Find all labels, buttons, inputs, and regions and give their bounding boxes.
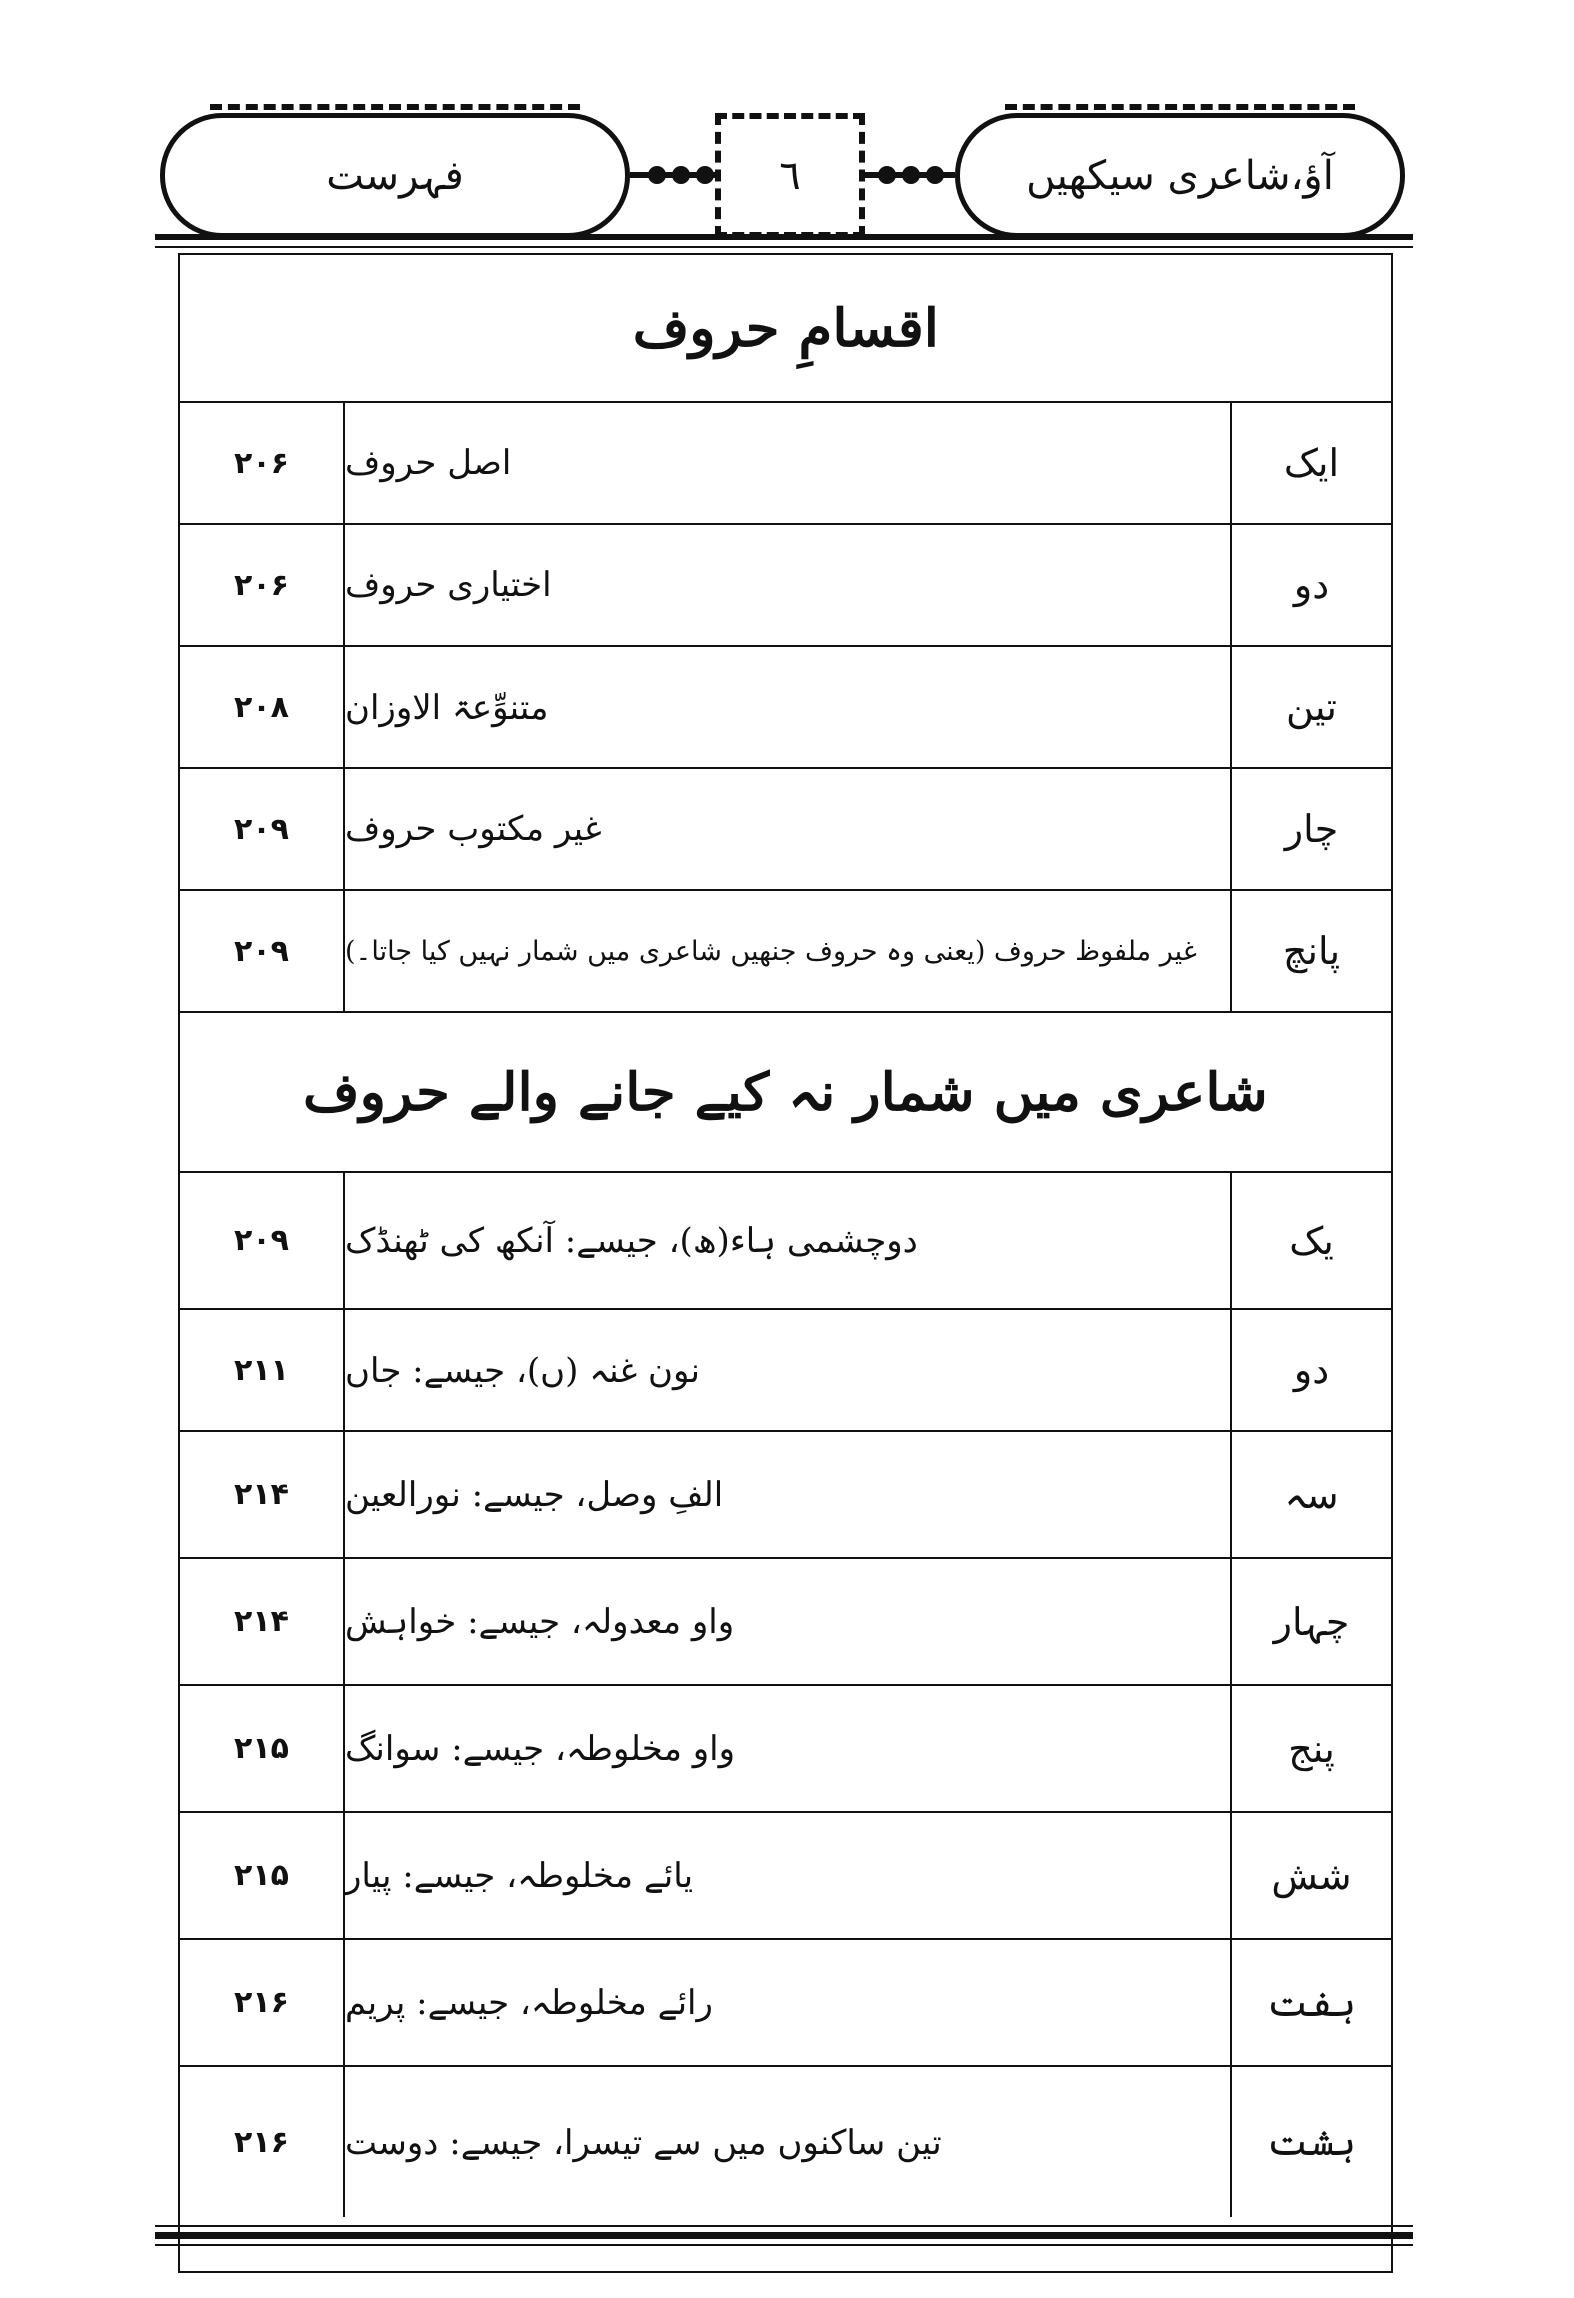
entry-title: یائے مخلوطہ، جیسے: پیار: [345, 1813, 1232, 1938]
footer-rule: [155, 2244, 1413, 2246]
page-ref: ۲۰۹: [180, 891, 345, 1011]
page-ref: ۲۱۴: [180, 1559, 345, 1684]
toc-row[interactable]: [180, 403, 1391, 525]
toc-row[interactable]: [180, 1559, 1391, 1686]
entry-ordinal: ہفت: [1266, 1980, 1357, 2025]
footer-rule: [155, 2232, 1413, 2239]
entry-ordinal: یک: [1289, 1218, 1334, 1263]
page-ref: ۲۰۹: [180, 769, 345, 889]
header-rule: [155, 246, 1413, 248]
toc-row[interactable]: [180, 1686, 1391, 1813]
entry-ordinal: چہار: [1273, 1599, 1350, 1644]
toc-row[interactable]: [180, 647, 1391, 769]
entry-title: رائے مخلوطہ، جیسے: پریم: [345, 1940, 1232, 2065]
page-number-box: [715, 113, 865, 238]
entry-ordinal: پنج: [1288, 1726, 1335, 1771]
entry-title: غیر ملفوظ حروف (یعنی وہ حروف جنھیں شاعری میں شمار نہیں کیا جاتا۔): [345, 891, 1232, 1011]
chain-dot: [878, 166, 896, 184]
book-title: آؤ،شاعری سیکھیں: [1026, 152, 1334, 199]
toc-row[interactable]: [180, 1432, 1391, 1559]
chain-dot: [902, 166, 920, 184]
page-ref: ۲۱۶: [180, 1940, 345, 2065]
section-heading: [180, 255, 1391, 403]
entry-ordinal: ہشت: [1266, 2120, 1357, 2164]
entry-title: نون غنہ (ں)، جیسے: جاں: [345, 1310, 1232, 1430]
toc-row[interactable]: [180, 1173, 1391, 1310]
entry-ordinal: تین: [1286, 685, 1337, 729]
page-ref: ۲۱۵: [180, 1686, 345, 1811]
page-ref: ۲۱۶: [180, 2067, 345, 2217]
toc-row[interactable]: [180, 1813, 1391, 1940]
banner-dash-border: [210, 104, 580, 110]
banner-dash-border: [1005, 104, 1355, 110]
section-heading-text: شاعری میں شمار نہ کیے جانے والے حروف: [303, 1061, 1268, 1123]
entry-title: اختیاری حروف: [345, 525, 1232, 645]
toc-row[interactable]: [180, 1310, 1391, 1432]
footer-rule: [155, 2225, 1413, 2227]
entry-ordinal: دو: [1293, 563, 1330, 607]
page-ref: ۲۰۶: [180, 525, 345, 645]
page-ref: ۲۰۸: [180, 647, 345, 767]
page-ref: ۲۰۶: [180, 403, 345, 523]
entry-title: الفِ وصل، جیسے: نورالعین: [345, 1432, 1232, 1557]
entry-ordinal: ایک: [1283, 441, 1340, 485]
entry-title: تین ساکنوں میں سے تیسرا، جیسے: دوست: [345, 2067, 1232, 2217]
toc-row[interactable]: [180, 2067, 1391, 2217]
entry-title: واو معدولہ، جیسے: خواہش: [345, 1559, 1232, 1684]
toc-row[interactable]: [180, 1940, 1391, 2067]
section-title: فہرست: [326, 152, 464, 199]
chain-dot: [672, 166, 690, 184]
entry-title: متنوِّعۃ الاوزان: [345, 647, 1232, 767]
section-title-banner: [160, 113, 630, 238]
toc-row[interactable]: [180, 891, 1391, 1013]
page-ref: ۲۱۵: [180, 1813, 345, 1938]
entry-ordinal: سہ: [1284, 1472, 1339, 1517]
entry-ordinal: دو: [1293, 1348, 1330, 1392]
toc-row[interactable]: [180, 769, 1391, 891]
entry-title: غیر مکتوب حروف: [345, 769, 1232, 889]
page-ref: ۲۱۴: [180, 1432, 345, 1557]
page-ref: ۲۱۱: [180, 1310, 345, 1430]
chain-dot: [926, 166, 944, 184]
entry-title: اصل حروف: [345, 403, 1232, 523]
header-rule: [155, 234, 1413, 240]
page-number: ٦: [779, 152, 801, 199]
contents-table: [178, 253, 1393, 2273]
entry-title: واو مخلوطہ، جیسے: سوانگ: [345, 1686, 1232, 1811]
toc-row[interactable]: [180, 525, 1391, 647]
entry-ordinal: چار: [1284, 807, 1339, 851]
chain-dot: [696, 166, 714, 184]
entry-ordinal: شش: [1271, 1853, 1352, 1898]
section-heading-text: اقسامِ حروف: [632, 297, 939, 359]
chain-dot: [648, 166, 666, 184]
page-ref: ۲۰۹: [180, 1173, 345, 1308]
entry-ordinal: پانچ: [1282, 929, 1341, 973]
section-heading: [180, 1013, 1391, 1173]
book-title-banner: [955, 113, 1405, 238]
entry-title: دوچشمی ہاء(ھ)، جیسے: آنکھ کی ٹھنڈک: [345, 1173, 1232, 1308]
